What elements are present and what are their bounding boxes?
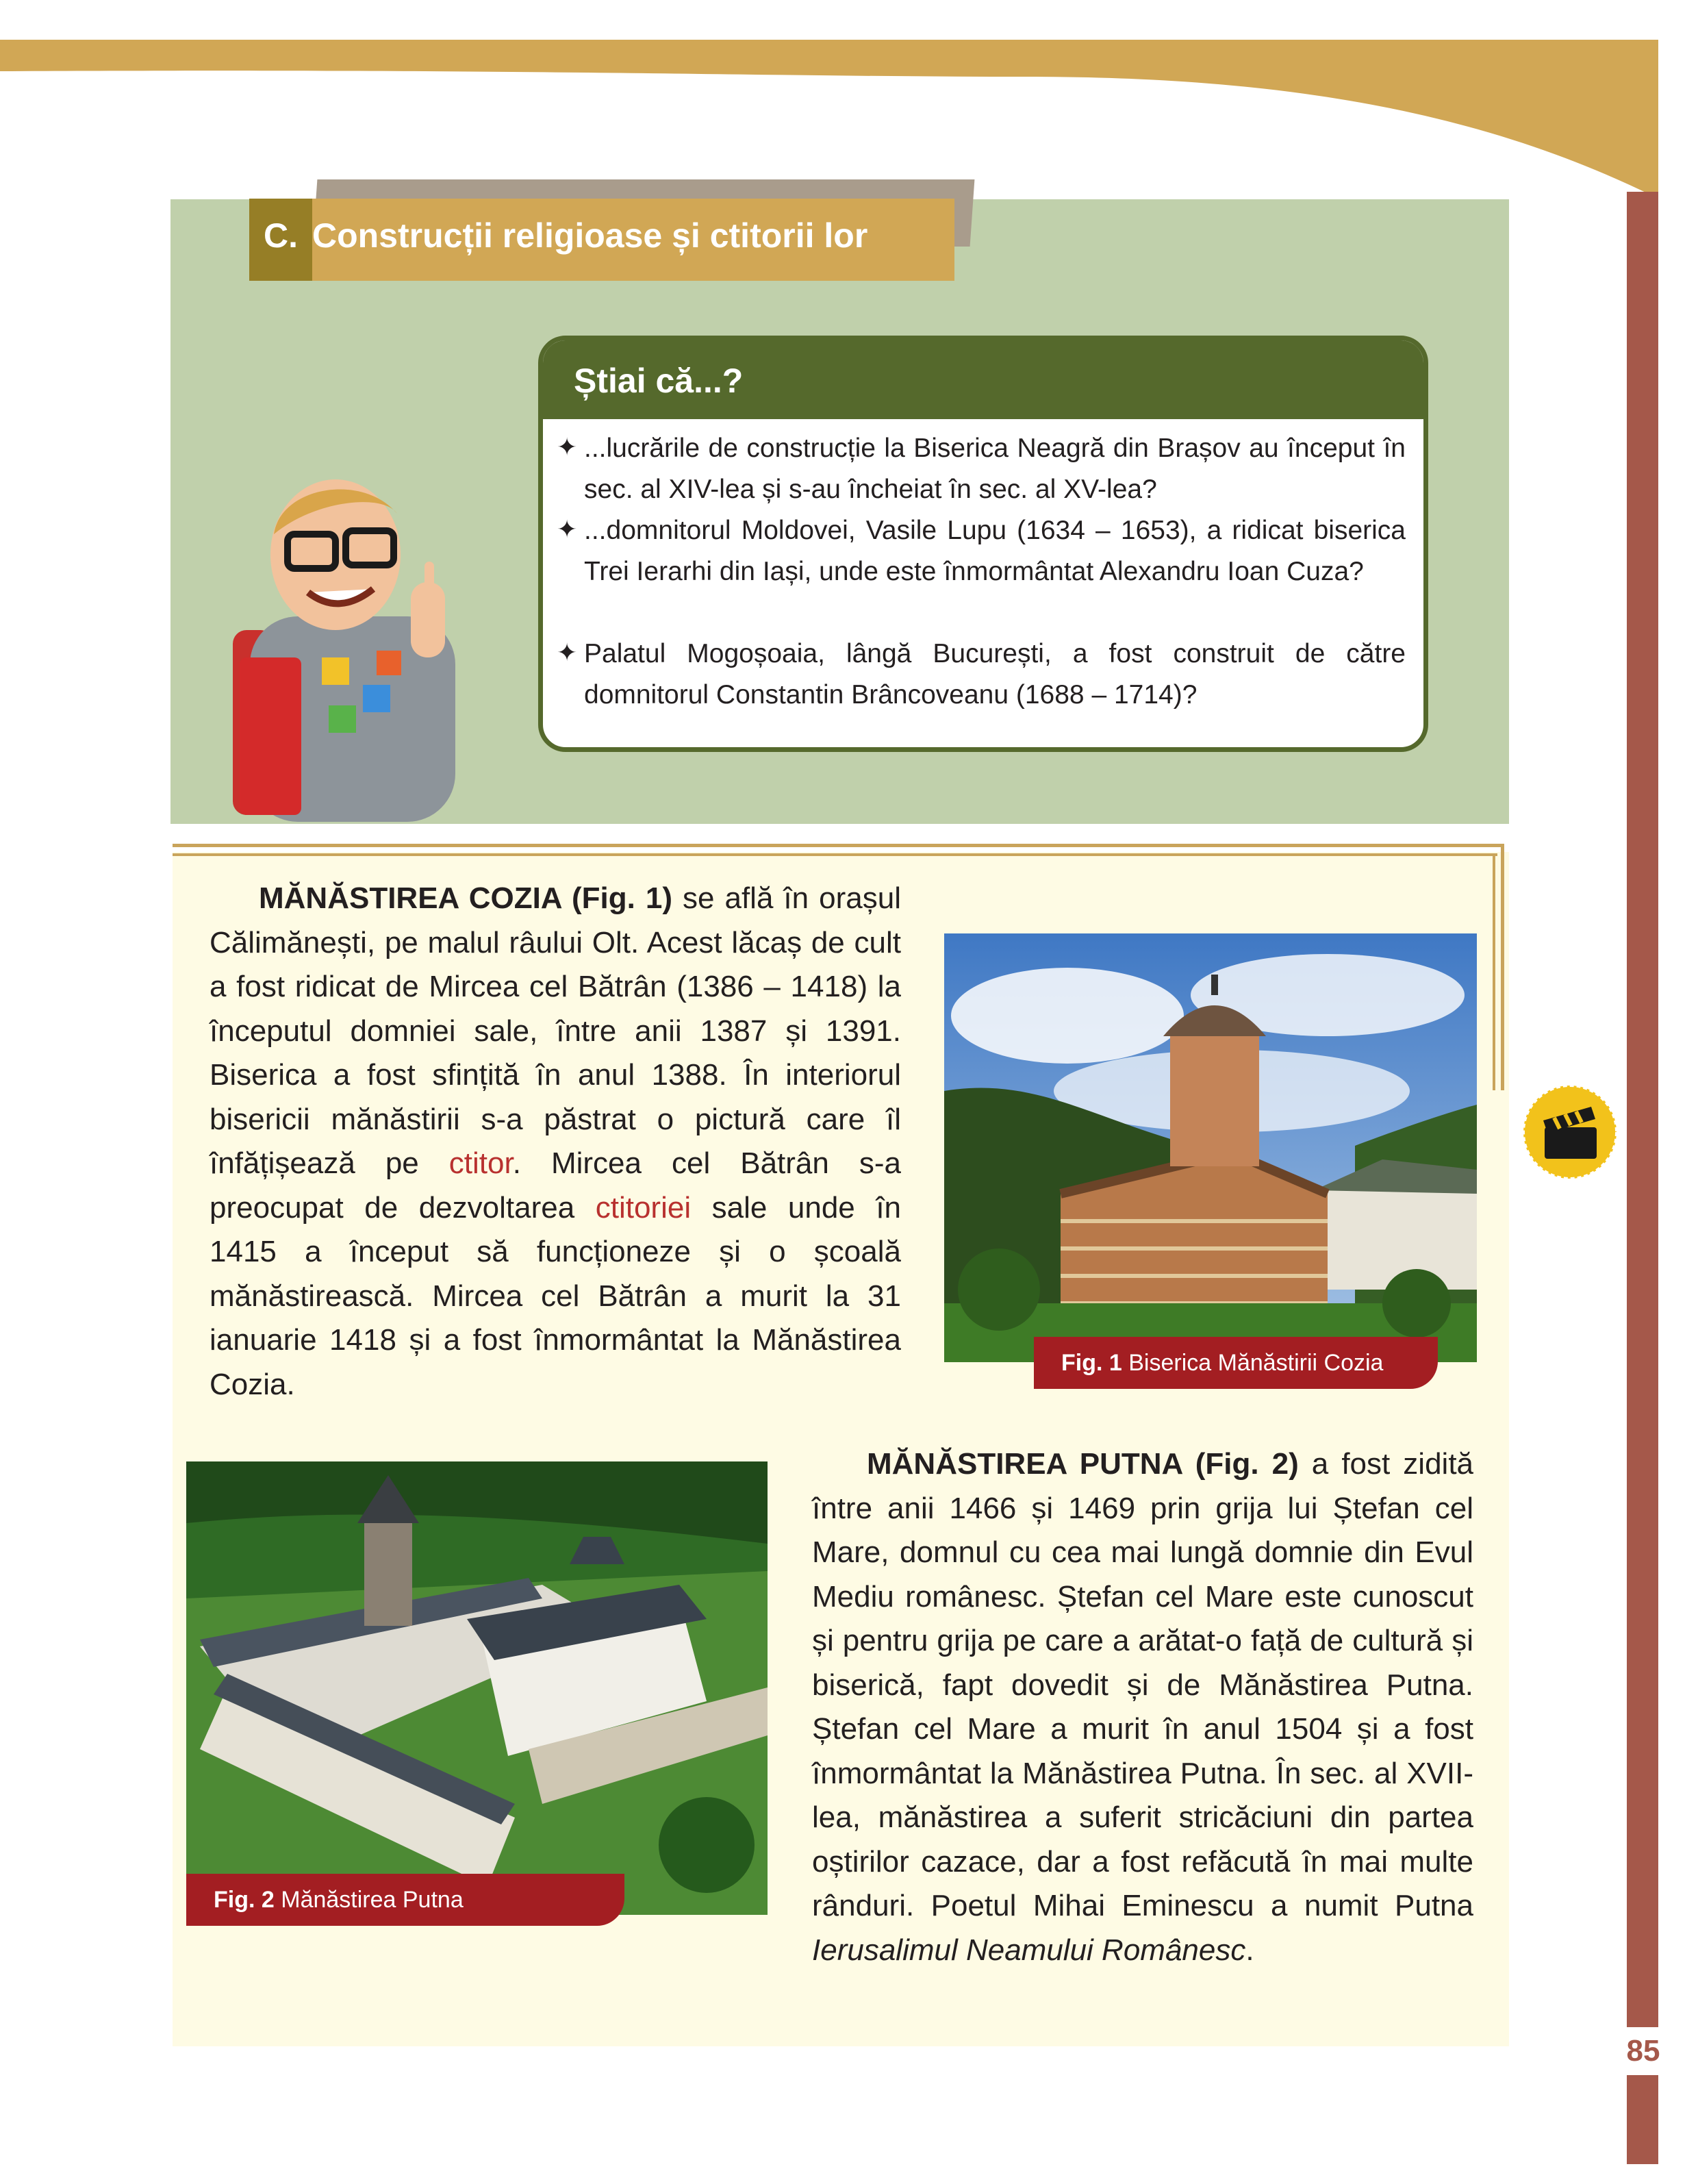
gold-border-line — [173, 853, 1497, 856]
section-letter: C. — [264, 216, 298, 255]
gold-border-line — [173, 844, 1504, 847]
did-you-know-box — [538, 336, 1428, 752]
fig1-caption — [1034, 1337, 1438, 1389]
right-margin-bar — [1627, 192, 1658, 2164]
gold-border-line — [1501, 844, 1504, 1090]
putna-monastery-photo — [186, 1461, 768, 1915]
cozia-paragraph — [210, 877, 901, 1407]
fig2-caption-text: Mănăstirea Putna — [274, 1887, 464, 1913]
bullet-star-icon: ✦ — [557, 515, 578, 543]
putna-paragraph — [812, 1442, 1473, 1972]
top-decorative-band — [0, 0, 1698, 205]
section-title: Construcții religioase și ctitorii lor — [312, 216, 868, 255]
fig2-label: Fig. 2 — [214, 1887, 275, 1913]
putna-text: a fost zidită între anii 1466 și 1469 prin grija lui Ștefan cel Mare, domnul cu cea mai lungă domnie din Evul Mediu românesc. Ștefan cel Mare este cunoscut și pentru grija pe care a arătat-o față de cultură și biserică, fapt dovedit și de Mănăstirea Putna. Ștefan cel Mare a murit în anul 1504 și a fost înmormântat la Mănăstirea Putna. În sec. al XVII-lea, mănăstirea a suferit stricăciuni din partea oștirilor cazace, dar a fost refăcută în mai multe rânduri. Poetul Mihai Eminescu a numit Putna — [812, 1447, 1474, 1922]
cozia-text: se află în orașul Călimănești, pe malul râului Olt. Acest lăcaș de cult a fost ridicat de Mircea cel Bătrân (1386 – 1418) la începutul domniei sale, între anii 1387 și 1391. Biserica a fost sfințită în anul 1388. În interiorul bisericii mănăstirii s-a păstrat o pictură care îl înfățișează pe — [210, 881, 901, 1180]
putna-heading: MĂNĂSTIREA PUTNA (Fig. 2) — [867, 1447, 1299, 1481]
clapperboard-icon[interactable] — [1520, 1082, 1620, 1182]
did-you-know-title: Știai că...? — [574, 362, 744, 400]
fig2-caption — [186, 1874, 624, 1926]
term-ctitoriei[interactable]: ctitoriei — [595, 1190, 692, 1225]
fig1-caption-text: Biserica Mănăstirii Cozia — [1122, 1350, 1384, 1376]
did-you-know-item: Palatul Mogoșoaia, lângă București, a fost construit de către domnitorul Constantin Brâncoveanu (1688 – 1714)? — [584, 639, 1406, 710]
putna-text: . — [1245, 1933, 1254, 1967]
fig1-label: Fig. 1 — [1061, 1350, 1122, 1376]
boy-illustration — [226, 479, 500, 829]
putna-italic-name: Ierusalimul Neamului Românesc — [812, 1933, 1246, 1967]
cozia-heading: MĂNĂSTIREA COZIA (Fig. 1) — [259, 881, 672, 915]
gold-border-line — [1493, 853, 1495, 1090]
cozia-monastery-photo — [944, 933, 1477, 1362]
term-ctitor[interactable]: ctitor — [448, 1146, 513, 1180]
did-you-know-item: ...lucrările de construcție la Biserica Neagră din Brașov au început în sec. al XIV-lea și s-au încheiat în sec. al XV-lea? — [584, 434, 1406, 504]
bullet-star-icon: ✦ — [557, 433, 578, 461]
cozia-text: . Mircea cel Bătrân s-a preocupat de dezvoltarea — [210, 1146, 901, 1225]
bullet-star-icon: ✦ — [557, 638, 578, 666]
did-you-know-item: ...domnitorul Moldovei, Vasile Lupu (1634 – 1653), a ridicat biserica Trei Ierarhi din Iași, unde este înmormântat Alexandru Ioan Cuza? — [584, 516, 1406, 586]
page-number: 85 — [1626, 2034, 1660, 2068]
cozia-text: sale unde în 1415 a început să funcționeze și o școală mănăstirească. Mircea cel Bătrân a murit la 31 ianuarie 1418 și a fost înmormântat la Mănăstirea Cozia. — [210, 1190, 902, 1401]
